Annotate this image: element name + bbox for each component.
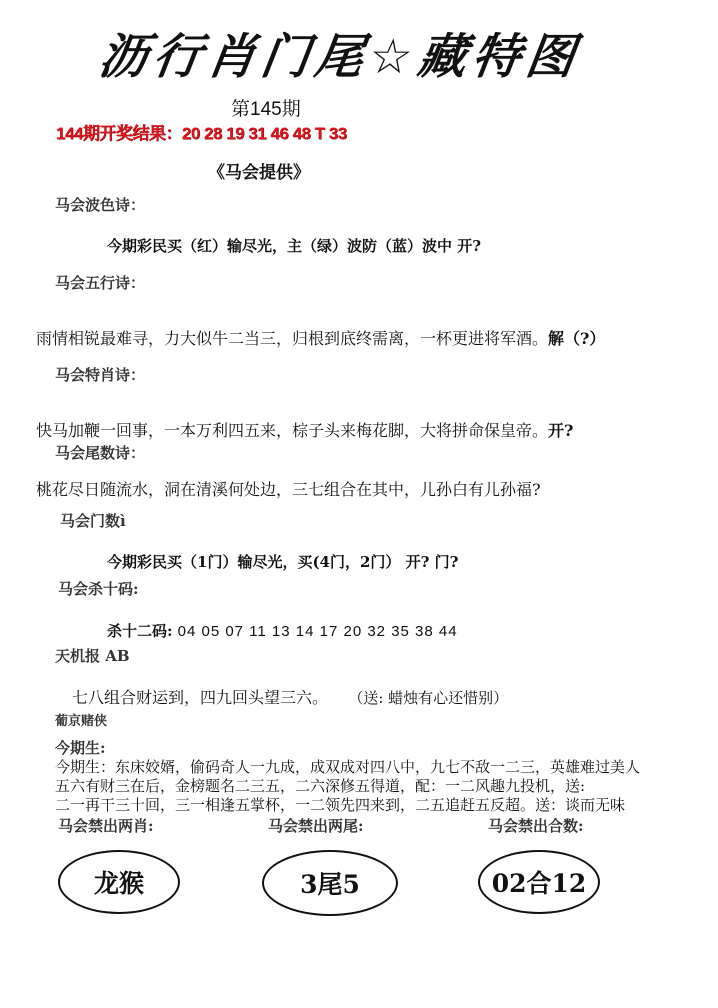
- jinqi-line-2: 五六有财三在后，金榜题名二三五，二六深修五得道，配：一二风趣九投机，送:: [55, 777, 586, 795]
- jinqi-label: 今期生:: [55, 739, 106, 757]
- weishu-text: 桃花尽日随流水，洞在清溪何处边，三七组合在其中，儿孙白有儿孙福?: [36, 480, 541, 499]
- menshu-label: 马会门数ì: [60, 512, 126, 530]
- sha-numbers: 04 05 07 11 13 14 17 20 32 35 38 44: [177, 623, 458, 640]
- texiao-label: 马会特肖诗：: [55, 366, 146, 384]
- sha-numbers-row: [107, 620, 458, 641]
- weishu-label: 马会尾数诗：: [55, 444, 146, 462]
- jinqi-line-1: 今期生：东床姣婿，偷码奇人一九成，成双成对四八中，九七不敌一二三，英雄难过美人: [55, 758, 641, 776]
- sha-prefix: 杀十二码:: [107, 622, 173, 640]
- provider-note: 《马会提供》: [208, 163, 310, 183]
- wuxing-text: 雨情相锐最难寻，力大似牛二当三，归根到底终需离，一杯更进将军酒。解（?）: [36, 329, 606, 348]
- menshu-text: 今期彩民买（1门）输尽光，买(4门，2门） 开? 门?: [107, 553, 459, 571]
- tianji-label: 天机报 AB: [55, 647, 130, 665]
- texiao-text: 快马加鞭一回事，一本万利四五来，棕子头来梅花脚，大将拼命保皇帝。开?: [36, 421, 574, 440]
- ban-sum-label: 马会禁出合数:: [488, 817, 584, 835]
- ban-sum-badge: [478, 850, 600, 914]
- bose-label: 马会波色诗：: [55, 196, 146, 214]
- issue-number: 第145期: [231, 99, 301, 120]
- ban-zodiac-label: 马会禁出两肖:: [58, 817, 154, 835]
- jinqi-line-3: 二一再干三十回，三一相逢五掌杯，一二领先四来到，二五追赶五反超。送：谈而无味: [55, 796, 626, 814]
- ban-zodiac-value: 龙猴: [93, 869, 144, 898]
- ban-sum-value: 02合12: [491, 869, 587, 898]
- page-title: 沥行肖门尾☆藏特图: [95, 29, 585, 85]
- pujing-label: 葡京赌侠: [55, 714, 108, 729]
- bose-text: 今期彩民买（红）输尽光，主（绿）波防（蓝）波中 开?: [107, 237, 482, 255]
- wuxing-label: 马会五行诗：: [55, 274, 146, 292]
- tianji-text: 七八组合财运到，四九回头望三六。 （送: 蜡烛有心还惜别）: [72, 688, 509, 707]
- previous-result: 144期开奖结果：20 28 19 31 46 48 T 33: [56, 124, 347, 143]
- ban-tail-value: 3尾5: [300, 870, 360, 899]
- ban-zodiac-badge: [58, 850, 180, 914]
- ban-tail-label: 马会禁出两尾:: [268, 817, 364, 835]
- ban-tail-badge: [262, 850, 398, 916]
- sha-label: 马会杀十码:: [58, 580, 139, 598]
